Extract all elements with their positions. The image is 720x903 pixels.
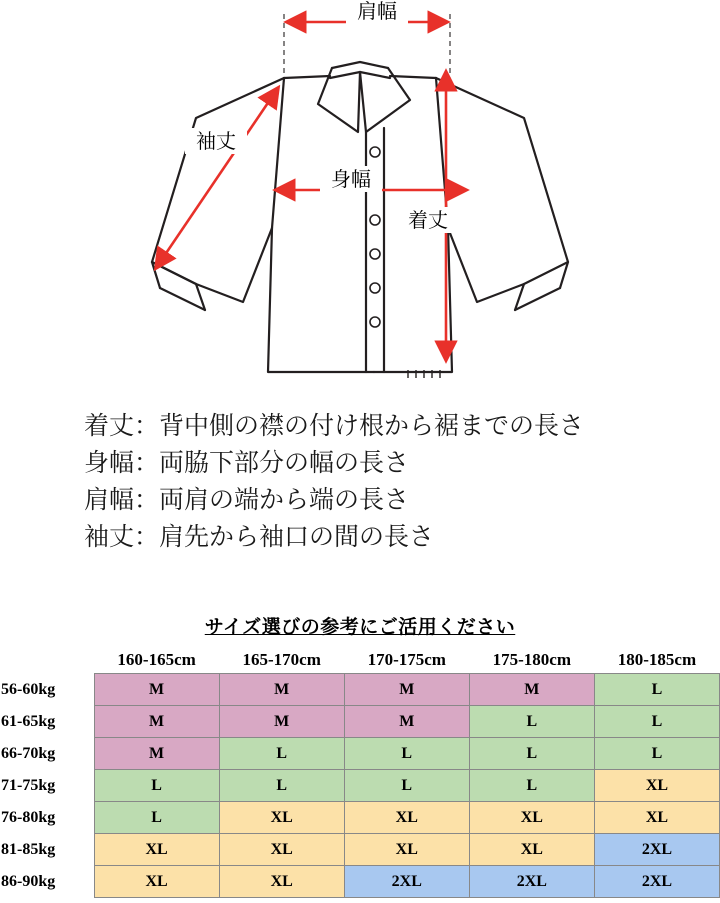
column-header: 170-175cm xyxy=(344,647,469,674)
table-header-row xyxy=(0,647,720,674)
size-cell: M xyxy=(94,706,219,738)
table-corner-cell xyxy=(0,647,94,674)
length-label: 着丈 xyxy=(408,210,448,232)
size-cell: L xyxy=(94,770,219,802)
column-header: 180-185cm xyxy=(594,647,719,674)
size-cell: XL xyxy=(219,866,344,898)
size-cell: L xyxy=(344,770,469,802)
sleeve-label: 袖丈 xyxy=(196,131,236,153)
chest-label: 身幅 xyxy=(331,169,371,191)
size-cell: 2XL xyxy=(344,866,469,898)
size-cell: XL xyxy=(94,834,219,866)
table-row xyxy=(0,738,720,770)
table-row xyxy=(0,802,720,834)
size-cell: L xyxy=(219,770,344,802)
sleeve-length-arrow xyxy=(156,88,278,268)
size-cell: XL xyxy=(469,834,594,866)
size-cell: M xyxy=(219,706,344,738)
size-chart-title: サイズ選びの参考にご活用ください xyxy=(204,617,516,638)
size-cell: L xyxy=(469,738,594,770)
size-cell: M xyxy=(344,674,469,706)
size-chart-body xyxy=(0,674,720,898)
left-sleeve-outline xyxy=(152,78,284,302)
size-cell: XL xyxy=(594,770,719,802)
size-cell: XL xyxy=(344,802,469,834)
row-header: 76-80kg xyxy=(1,808,56,826)
column-header: 160-165cm xyxy=(94,647,219,674)
shirt-diagram-svg xyxy=(0,0,720,400)
size-cell: L xyxy=(469,706,594,738)
size-cell: M xyxy=(469,674,594,706)
size-cell: XL xyxy=(94,866,219,898)
description-line: 肩幅：両肩の端から端の長さ xyxy=(84,486,410,514)
size-cell: L xyxy=(594,738,719,770)
description-line: 身幅：両脇下部分の幅の長さ xyxy=(84,449,410,477)
size-chart-section xyxy=(0,612,720,898)
shirt-measurement-diagram xyxy=(0,0,720,400)
size-cell: XL xyxy=(219,834,344,866)
table-row xyxy=(0,674,720,706)
size-cell: L xyxy=(594,674,719,706)
size-cell: XL xyxy=(594,802,719,834)
size-cell: M xyxy=(344,706,469,738)
diagram-label-group xyxy=(185,0,459,233)
size-cell: M xyxy=(94,738,219,770)
description-line: 袖丈：肩先から袖口の間の長さ xyxy=(84,523,435,551)
size-cell: XL xyxy=(219,802,344,834)
size-cell: XL xyxy=(469,802,594,834)
row-header: 61-65kg xyxy=(1,712,56,730)
size-cell: M xyxy=(94,674,219,706)
row-header: 71-75kg xyxy=(1,776,56,794)
size-cell: L xyxy=(344,738,469,770)
column-header: 165-170cm xyxy=(219,647,344,674)
collar-left xyxy=(318,68,360,132)
size-cell: L xyxy=(94,802,219,834)
size-cell: L xyxy=(594,706,719,738)
measurement-descriptions xyxy=(84,408,644,556)
size-chart-table xyxy=(0,647,720,898)
row-header: 86-90kg xyxy=(1,872,56,890)
size-cell: M xyxy=(219,674,344,706)
size-cell: 2XL xyxy=(594,834,719,866)
table-row xyxy=(0,770,720,802)
description-line: 着丈：背中側の襟の付け根から裾までの長さ xyxy=(84,412,585,440)
row-header: 81-85kg xyxy=(1,840,56,858)
column-header: 175-180cm xyxy=(469,647,594,674)
size-cell: L xyxy=(469,770,594,802)
size-cell: 2XL xyxy=(469,866,594,898)
shoulder-label: 肩幅 xyxy=(357,1,397,23)
table-row xyxy=(0,834,720,866)
row-header: 56-60kg xyxy=(1,680,56,698)
size-cell: XL xyxy=(344,834,469,866)
table-row xyxy=(0,706,720,738)
size-cell: 2XL xyxy=(594,866,719,898)
row-header: 66-70kg xyxy=(1,744,56,762)
table-row xyxy=(0,866,720,898)
size-chart-header xyxy=(0,647,720,674)
size-cell: L xyxy=(219,738,344,770)
